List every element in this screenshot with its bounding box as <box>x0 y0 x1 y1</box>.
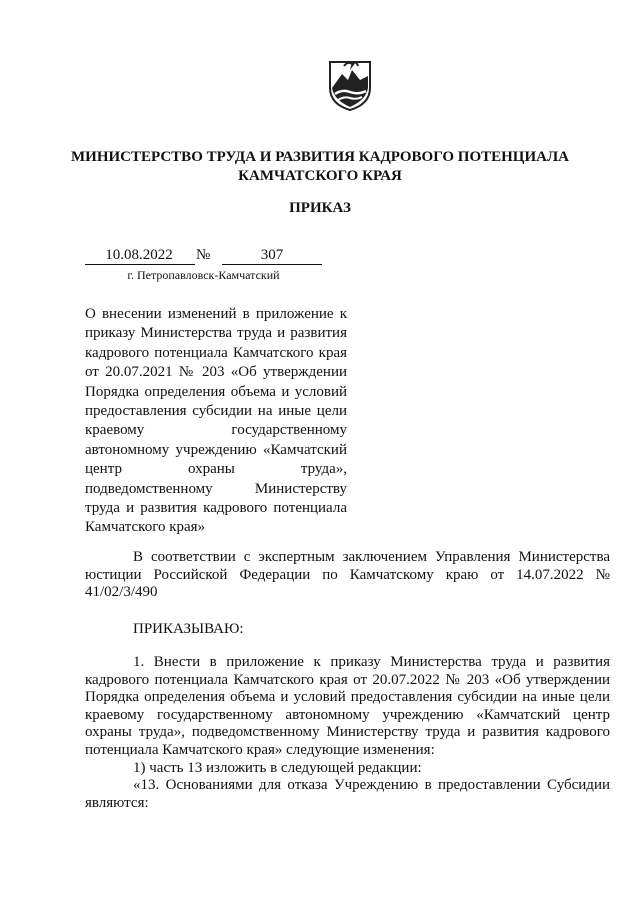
kamchatka-coat-of-arms-icon <box>326 58 374 112</box>
number-underline <box>222 264 322 265</box>
number-sign: № <box>196 247 211 263</box>
order-word: ПРИКАЗЫВАЮ: <box>133 621 244 637</box>
order-subject: О внесении изменений в приложение к приказу Министерства труда и развития кадрового потенциала Камчатского края от 20.07.2021 № 203 «Об утверждении Порядка определения объема и условий предоставления субсидии на иные цели краевому государственному автономному учреждению «Камчатский центр охраны труда», подведомственному Министерству труда и развития кадрового потенциала Камчатского края» <box>85 306 347 536</box>
item-1-paragraph: 1. Внести в приложение к приказу Министерства труда и развития кадрового потенциала Камчатского края от 20.07.2022 № 203 «Об утверждении Порядка определения объема и условий предоставления субсидии на иные цели краевому государственному автономному учреждению «Камчатский центр охраны труда», подведомственному Министерству труда и развития кадрового потенциала Камчатского края» следующие изменения: <box>85 654 610 758</box>
order-date: 10.08.2022 <box>105 247 173 263</box>
item-1-quoted-text: «13. Основаниями для отказа Учреждению в предоставлении Субсидии являются: <box>85 777 610 811</box>
city-label: г. Петропавловск-Камчатский <box>127 268 280 282</box>
document-type-title: ПРИКАЗ <box>289 200 351 216</box>
item-1-subitem-1: 1) часть 13 изложить в следующей редакции: <box>133 760 422 776</box>
ministry-title: МИНИСТЕРСТВО ТРУДА И РАЗВИТИЯ КАДРОВОГО ПОТЕНЦИАЛА КАМЧАТСКОГО КРАЯ <box>71 149 569 184</box>
order-number: 307 <box>260 247 284 263</box>
preamble-paragraph: В соответствии с экспертным заключением Управления Министерства юстиции Российской Федерации по Камчатскому краю от 14.07.2022 № 41/02/3/490 <box>85 549 610 600</box>
date-underline <box>85 264 195 265</box>
